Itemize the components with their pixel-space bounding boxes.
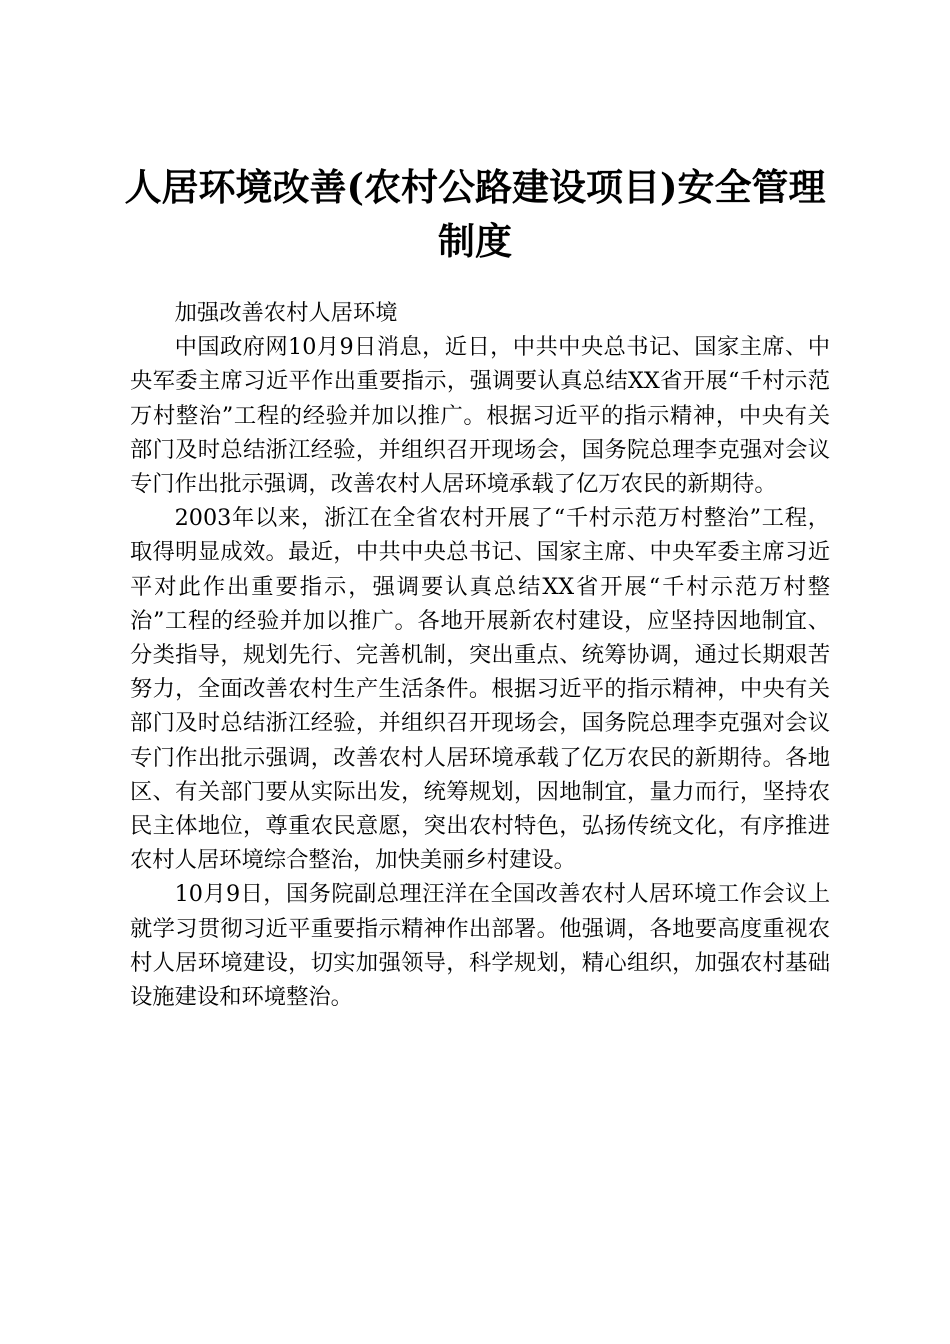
paragraph: 中国政府网10月9日消息，近日，中共中央总书记、国家主席、中央军委主席习近平作出重要指示，强调要认真总结XX省开展“千村示范万村整治”工程的经验并加以推广。根据习近平的指示精神，中央有关部门及时总结浙江经验，并组织召开现场会，国务院总理李克强对会议专门作出批示强调，改善农村人居环境承载了亿万农民的新期待。 bbox=[130, 334, 830, 498]
document-body bbox=[130, 296, 830, 1014]
paragraph: 2003年以来，浙江在全省农村开展了“千村示范万村整治”工程，取得明显成效。最近，中共中央总书记、国家主席、中央军委主席习近平对此作出重要指示，强调要认真总结XX省开展“千村示范万村整治”工程的经验并加以推广。各地开展新农村建设，应坚持因地制宜、分类指导，规划先行、完善机制，突出重点、统筹协调，通过长期艰苦努力，全面改善农村生产生活条件。根据习近平的指示精神，中央有关部门及时总结浙江经验，并组织召开现场会，国务院总理李克强对会议专门作出批示强调，改善农村人居环境承载了亿万农民的新期待。各地区、有关部门要从实际出发，统筹规划，因地制宜，量力而行，坚持农民主体地位，尊重农民意愿，突出农村特色，弘扬传统文化，有序推进农村人居环境综合整治，加快美丽乡村建设。 bbox=[130, 505, 830, 874]
document-title: 人居环境改善(农村公路建设项目)安全管理制度 bbox=[124, 165, 826, 263]
paragraph: 10月9日，国务院副总理汪洋在全国改善农村人居环境工作会议上就学习贯彻习近平重要指示精神作出部署。他强调，各地要高度重视农村人居环境建设，切实加强领导，科学规划，精心组织，加强农村基础设施建设和环境整治。 bbox=[130, 881, 830, 1011]
paragraph-subtitle: 加强改善农村人居环境 bbox=[174, 300, 398, 326]
